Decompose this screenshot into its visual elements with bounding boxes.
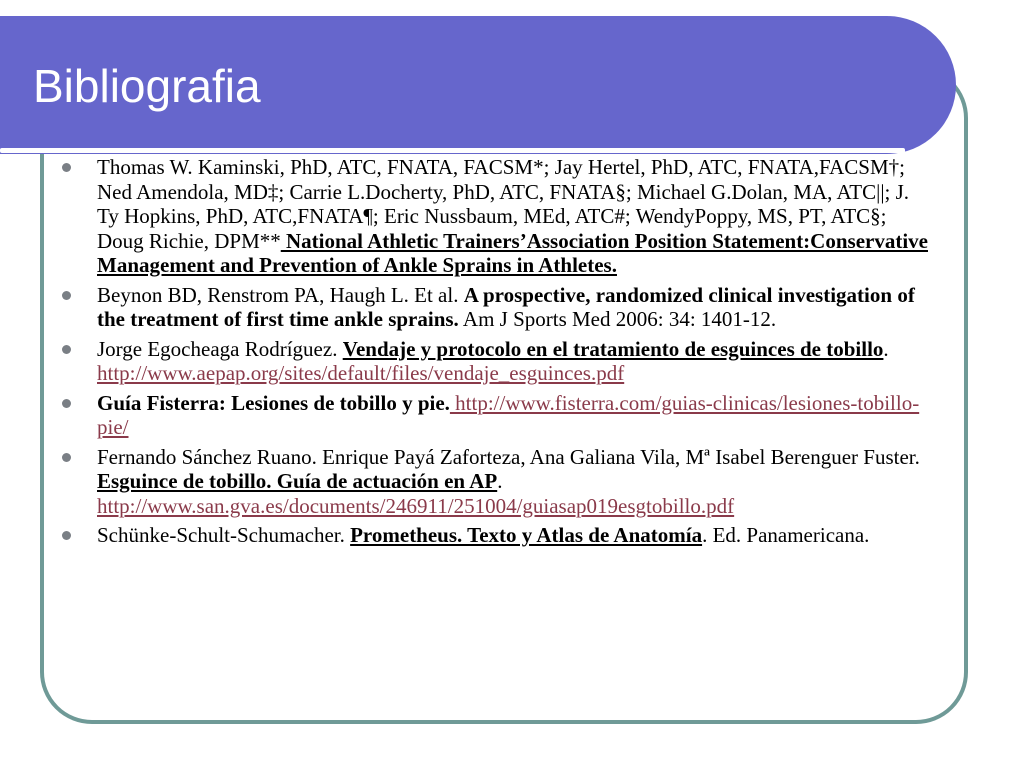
reference-item [60, 337, 930, 386]
reference-authors: Schünke-Schult-Schumacher. [97, 523, 351, 547]
bullet-icon [62, 163, 71, 172]
reference-item [60, 445, 930, 519]
reference-source: . Ed. Panamericana. [702, 523, 870, 547]
reference-authors: Jorge Egocheaga Rodríguez. [97, 336, 343, 361]
title-band [0, 16, 956, 154]
reference-punctuation: . [883, 336, 889, 361]
reference-authors: Fernando Sánchez Ruano. Enrique Payá Zaforteza, Ana Galiana Vila, Mª Isabel Berenguer Fuster. [97, 444, 920, 469]
reference-item [60, 523, 930, 548]
reference-title: Prometheus. Texto y Atlas de Anatomía [350, 523, 703, 547]
reference-title: Guía Fisterra: Lesiones de tobillo y pie. [97, 390, 450, 415]
reference-title: A prospective, randomized clinical investigation of the treatment of first time ankle sprains. [97, 282, 915, 331]
reference-punctuation: . [497, 469, 503, 493]
reference-authors: Thomas W. Kaminski, PhD, ATC, FNATA, FACSM*; Jay Hertel, PhD, ATC, FNATA,FACSM†; Ned Amendola, MD‡; Carrie L.Docherty, PhD, ATC, FNATA§; Michael G.Dolan, MA, ATC||; J. Ty Hopkins, PhD, ATC,FNATA¶; Eric Nussbaum, MEd, ATC#; WendyPoppy, MS, PT, ATC§; Doug Richie, DPM** [97, 155, 910, 253]
reference-title: Vendaje y protocolo en el tratamiento de esguinces de tobillo [342, 336, 884, 361]
bullet-icon [62, 399, 71, 408]
reference-item [60, 283, 930, 332]
reference-item [60, 155, 930, 278]
reference-authors: Beynon BD, Renstrom PA, Haugh L. Et al. [97, 282, 464, 307]
reference-title: Esguince de tobillo. Guía de actuación en AP [97, 469, 498, 493]
bullet-icon [62, 453, 71, 462]
reference-title: National Athletic Trainers’Association Position Statement:Conservative Management and Prevention of Ankle Sprains in Athletes. [97, 228, 928, 277]
reference-link[interactable]: http://www.san.gva.es/documents/246911/251004/guiasap019esgtobillo.pdf [97, 493, 735, 518]
reference-link[interactable]: http://www.fisterra.com/guias-clinicas/lesiones-tobillo-pie/ [97, 390, 920, 439]
reference-link[interactable]: http://www.aepap.org/sites/default/files/vendaje_esguinces.pdf [97, 361, 625, 385]
bullet-icon [62, 531, 71, 540]
bibliography-list [60, 155, 930, 553]
slide-title: Bibliografia [33, 60, 261, 112]
bullet-icon [62, 345, 71, 354]
reference-item [60, 391, 930, 440]
reference-source: Am J Sports Med 2006: 34: 1401-12. [458, 307, 777, 331]
bullet-icon [62, 291, 71, 300]
title-divider [0, 148, 905, 153]
